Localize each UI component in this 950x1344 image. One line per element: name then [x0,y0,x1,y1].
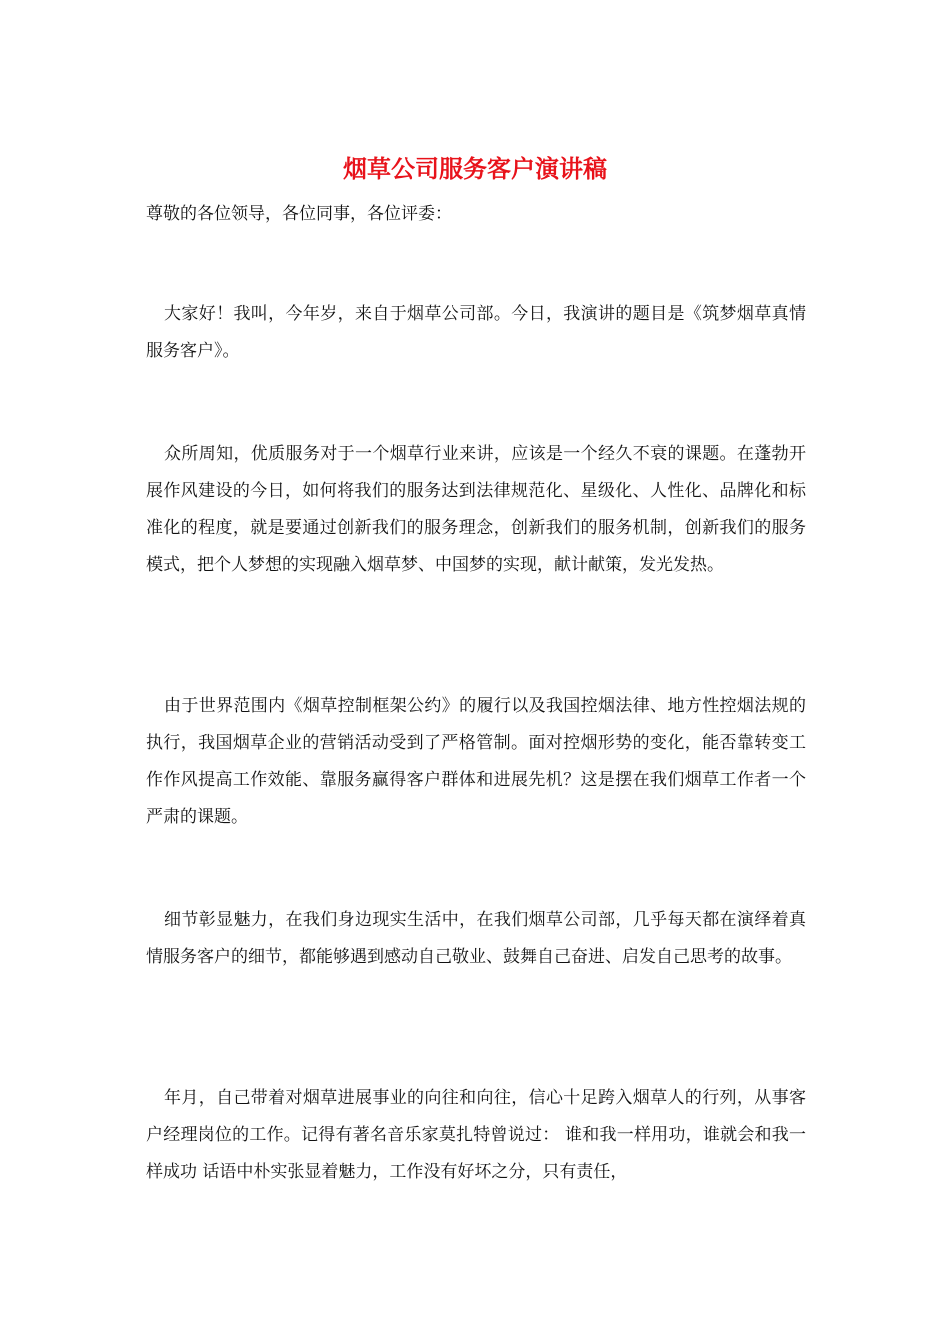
paragraph-tobacco-control: 由于世界范围内《烟草控制框架公约》的履行以及我国控烟法律、地方性控烟法规的执行，我国烟草企业的营销活动受到了严格管制。面对控烟形势的变化，能否靠转变工作作风提高工作效能、靠服务赢得客户群体和进展先机？这是摆在我们烟草工作者一个严肃的课题。 [146,696,806,827]
document-title: 烟草公司服务客户演讲稿 [343,154,607,183]
paragraph-service-quality: 众所周知，优质服务对于一个烟草行业来讲，应该是一个经久不衰的课题。在蓬勃开展作风建设的今日，如何将我们的服务达到法律规范化、星级化、人性化、品牌化和标准化的程度，就是要通过创新我们的服务理念，创新我们的服务机制，创新我们的服务模式，把个人梦想的实现融入烟草梦、中国梦的实现，献计献策，发光发热。 [146,444,806,575]
paragraph-introduction: 大家好！我叫，今年岁，来自于烟草公司部。今日，我演讲的题目是《筑梦烟草真情服务客户》。 [146,304,806,361]
salutation: 尊敬的各位领导，各位同事，各位评委： [146,204,452,224]
paragraph-details: 细节彰显魅力，在我们身边现实生活中，在我们烟草公司部，几乎每天都在演绎着真情服务客户的细节，都能够遇到感动自己敬业、鼓舞自己奋进、启发自己思考的故事。 [146,910,806,967]
paragraph-career: 年月，自己带着对烟草进展事业的向往和向往，信心十足跨入烟草人的行列，从事客户经理岗位的工作。记得有著名音乐家莫扎特曾说过： 谁和我一样用功，谁就会和我一样成功 话语中朴实张显着魅力，工作没有好坏之分，只有责任， [146,1088,806,1182]
